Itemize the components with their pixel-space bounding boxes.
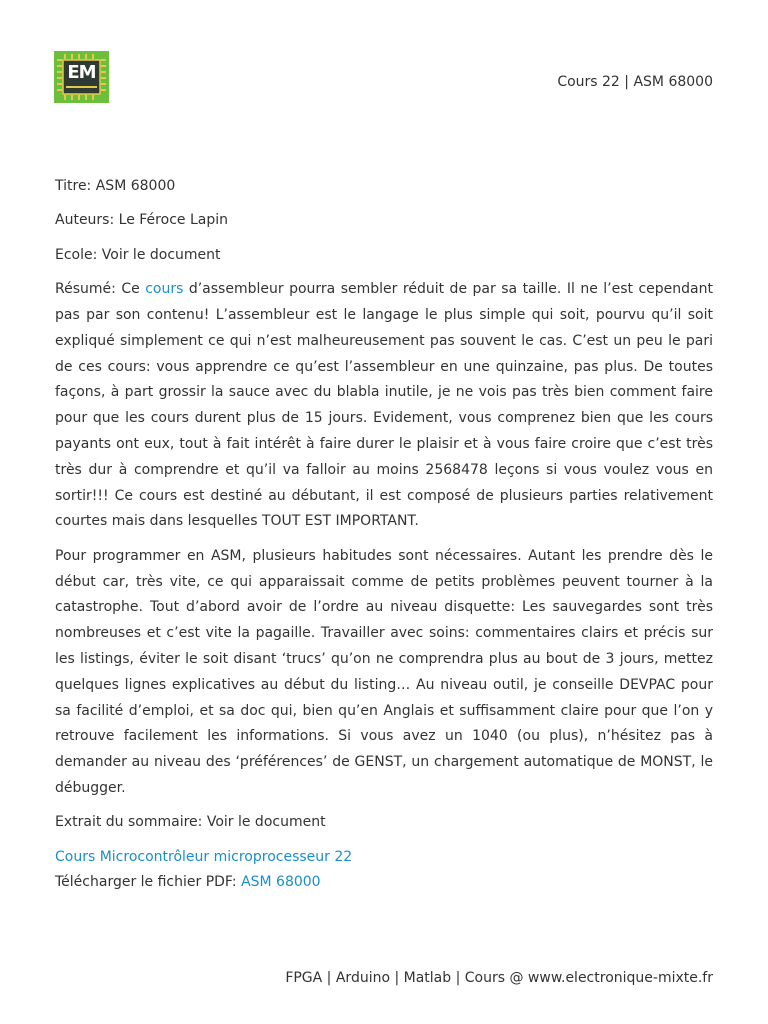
cours-link[interactable]: cours	[145, 281, 184, 298]
pdf-download-link[interactable]: ASM 68000	[241, 874, 321, 891]
title-value: ASM 68000	[95, 178, 176, 194]
logo-text: EM	[67, 62, 96, 83]
school-value: Voir le document	[101, 246, 221, 263]
sommaire-label: Extrait du sommaire:	[55, 814, 207, 831]
site-logo[interactable]	[54, 51, 109, 103]
school-label: Ecole:	[55, 246, 102, 263]
category-link[interactable]: Cours Microcontrôleur microprocesseur 22	[55, 848, 353, 865]
summary-text: d’assembleur pourra sembler réduit de par sa taille. Il ne l’est cependant pas par son contenu! L’assembleur est le langage le plus simple qui soit, pourvu qu’il soit expliqué simplement ce qui n’est malheureusement pas souvent le cas. C’est un peu le pari de ces cours: vous apprendre ce qu’est l’assembleur en une quinzaine, pas plus. De toutes façons, à part grossir la sauce avec du blabla inutile, je ne vois pas très bien comment faire pour que les cours durent plus de 15 jours. Evidement, vous comprenez bien que les cours payants ont eux, tout à fait intérêt à faire durer le plaisir et à vous faire croire que c’est très très dur à comprendre et qu’il va falloir au moins 2568478 leçons si vous voulez vous en sortir!!! Ce cours est destiné au débutant, il est composé de plusieurs parties relativement courtes mais dans lesquelles TOUT EST IMPORTANT.	[55, 281, 714, 530]
page-header-title: Cours 22 | ASM 68000	[557, 74, 713, 90]
page-footer: FPGA | Arduino | Matlab | Cours @ www.electronique-mixte.fr	[285, 970, 713, 986]
document-body	[55, 174, 713, 896]
habits-paragraph: Pour programmer en ASM, plusieurs habitudes sont nécessaires. Autant les prendre dès le début car, très vite, ce qui apparaissait comme de petits problèmes peuvent tourner à la catastrophe. Tout d’abord avoir de l’ordre au niveau disquette: Les sauvegardes sont très nombreuses et c’est vite la pagaille. Travailler avec soins: commentaires clairs et précis sur les listings, éviter le soit disant ‘trucs’ qu’on ne comprendra plus au bout de 3 jours, mettez quelques lignes explicatives au début du listing… Au niveau outil, je conseille DEVPAC pour sa facilité d’emploi, et sa doc qui, bien qu’en Anglais et suffisamment claire pour que l’on y retrouve facilement les informations. Si vous avez un 1040 (ou plus), n’hésitez pas à demander au niveau des ‘préférences’ de GENST, un chargement automatique de MONST, le débugger.	[55, 547, 713, 796]
authors-label: Auteurs:	[55, 212, 119, 229]
title-line	[55, 174, 713, 200]
authors-line	[55, 208, 713, 234]
sommaire-value: Voir le document	[206, 814, 326, 831]
sommaire-line	[55, 810, 713, 836]
summary-paragraph	[55, 277, 713, 535]
school-line	[55, 243, 713, 269]
title-label: Titre:	[55, 178, 96, 194]
authors-value: Le Féroce Lapin	[118, 212, 228, 229]
download-section	[55, 845, 713, 897]
pdf-label: Télécharger le fichier PDF:	[55, 874, 242, 891]
summary-prefix: Résumé: Ce	[55, 281, 146, 298]
